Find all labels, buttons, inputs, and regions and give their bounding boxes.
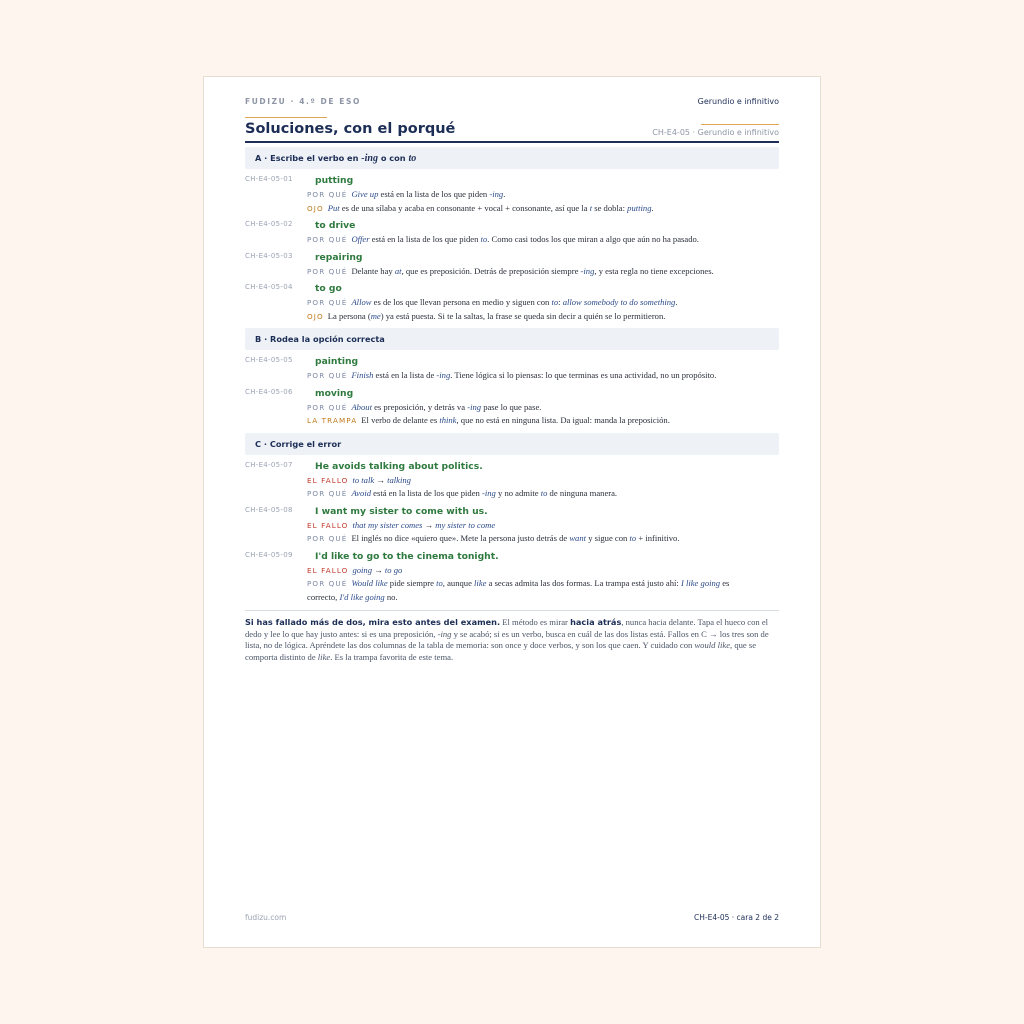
sheet-code	[652, 128, 779, 137]
item-answer: repairing	[315, 251, 363, 263]
reason-text: de ninguna manera.	[547, 488, 618, 498]
reason-text: está en la lista de	[373, 370, 437, 380]
title-row	[245, 113, 779, 143]
item-answer: painting	[315, 356, 359, 367]
section-a-mid: o con	[377, 153, 409, 163]
reason-text: pide siempre	[387, 578, 437, 588]
tip-italic: -ing	[437, 628, 452, 639]
topic-text: Gerundio e infinitivo	[697, 96, 779, 106]
reason-text: , aunque	[442, 578, 475, 588]
error-text: that my sister comes	[352, 519, 423, 530]
reason-text: y no admite	[495, 488, 541, 498]
por-que-tag: POR QUÉ	[307, 371, 348, 380]
reason-text: at	[394, 265, 402, 276]
reason-text: allow somebody to do something	[562, 297, 676, 307]
reason-text: -ing	[482, 488, 496, 498]
tip-text: y se acabó; si es un verbo, busca en cuál de las dos listas está. Fallos en C → los tres son de lista, no de lógica. Apréndete las dos columnas de la tabla de memoria: son once y doce verbos, y son los que caen. Y cuidado con	[245, 628, 769, 650]
arrow-icon: →	[422, 519, 436, 530]
ojo-tag: OJO	[307, 311, 324, 321]
fallo-tag: EL FALLO	[307, 565, 349, 575]
item-answer: He avoids talking about politics.	[315, 460, 483, 472]
section-a-ing: -ing	[361, 153, 378, 164]
section-b-header: B · Rodea la opción correcta	[245, 328, 779, 350]
footer-page-number: CH-E4-05 · cara 2 de 2	[694, 913, 779, 922]
ojo-tag: OJO	[307, 203, 324, 213]
section-a-to: to	[408, 153, 417, 164]
reason-text: to	[480, 234, 488, 244]
item-code: CH-E4-05-01	[245, 175, 293, 183]
reason-text: to	[540, 488, 548, 498]
por-que-tag: POR QUÉ	[307, 298, 348, 307]
topic-label	[698, 97, 779, 106]
note-text: La persona (	[327, 310, 371, 321]
reason-text: está en la lista de los que piden	[369, 234, 481, 244]
reason-text: .	[503, 189, 506, 199]
item-answer: to go	[315, 283, 342, 294]
solution-item-03	[245, 251, 779, 279]
solution-item-07	[245, 460, 779, 501]
reason-text: -ing	[467, 401, 482, 412]
reason-text: . Tiene lógica si lo piensas: lo que terminas es una actividad, no un propósito.	[450, 370, 717, 380]
note-line	[307, 310, 779, 324]
reason-text: , y esta regla no tiene excepciones.	[594, 265, 714, 276]
note-text: t	[589, 202, 593, 213]
note-text: .	[651, 202, 654, 213]
reason-text: Allow	[351, 297, 372, 307]
item-code: CH-E4-05-06	[245, 387, 293, 396]
reason-text: pase lo que pase.	[481, 401, 542, 412]
reason-text: El inglés no dice «quiero que». Mete la persona justo detrás de	[351, 533, 570, 543]
trap-line	[307, 414, 779, 428]
reason-text: está en la lista de los que piden	[378, 189, 490, 199]
page-title-text: Soluciones, con el porqué	[245, 121, 456, 137]
fallo-tag: EL FALLO	[307, 475, 349, 485]
reason-line	[307, 487, 779, 501]
reason-text: Delante hay	[351, 265, 395, 276]
reason-line	[307, 188, 779, 202]
error-text: my sister to come	[435, 519, 496, 530]
error-text: to go	[384, 564, 403, 575]
item-code: CH-E4-05-02	[245, 220, 293, 228]
arrow-icon: →	[374, 474, 388, 485]
item-answer: moving	[315, 387, 354, 399]
item-code: CH-E4-05-05	[245, 356, 293, 364]
study-tip	[245, 610, 779, 663]
solution-item-08	[245, 505, 779, 546]
arrow-icon: →	[372, 564, 385, 575]
item-answer: to drive	[315, 220, 356, 231]
reason-text: -ing	[436, 370, 451, 380]
reason-text: like	[474, 578, 487, 588]
fallo-tag: EL FALLO	[307, 520, 349, 530]
reason-text: -ing	[580, 265, 595, 276]
trap-text: think	[439, 415, 457, 425]
reason-text: . Como casi todos los que miran a algo que aún no ha pasado.	[487, 234, 699, 244]
reason-line	[307, 265, 779, 279]
page-title	[245, 121, 455, 137]
reason-text: , que es preposición. Detrás de preposición siempre	[401, 265, 581, 276]
reason-text: es preposición, y detrás va	[371, 401, 468, 412]
tip-text: El método es mirar	[500, 617, 571, 627]
item-code: CH-E4-05-04	[245, 283, 293, 291]
reason-text: .	[675, 297, 678, 307]
tip-text: , que se comporta distinto de	[245, 640, 757, 662]
solution-item-04	[245, 282, 779, 323]
trap-text: , que no está en ninguna lista. Da igual: manda la preposición.	[456, 415, 670, 425]
section-a-header	[245, 147, 779, 169]
tip-text: . Es la trampa favorita de este tema.	[330, 651, 454, 662]
item-code: CH-E4-05-08	[245, 505, 293, 514]
reason-line	[307, 233, 779, 247]
reason-text: + infinitivo.	[636, 533, 680, 543]
trap-text: El verbo de delante es	[361, 415, 440, 425]
reason-text: I like going	[680, 578, 721, 588]
course-kicker: FUDIZU · 4.º DE ESO	[245, 96, 361, 106]
item-answer: I want my sister to come with us.	[315, 505, 488, 517]
item-code: CH-E4-05-07	[245, 460, 293, 469]
page-header	[245, 94, 779, 108]
tip-italic: would like	[694, 640, 731, 650]
tip-text: , nunca hacia delante. Tapa el hueco con el dedo y lee lo que hay justo antes: si es una preposición,	[245, 617, 769, 639]
item-answer: I'd like to go to the cinema tonight.	[315, 550, 499, 562]
error-text: to talk	[352, 474, 375, 485]
note-text: se dobla:	[592, 202, 628, 213]
reason-line-cont	[307, 591, 779, 605]
reason-text: es	[720, 578, 730, 588]
reason-line	[307, 577, 779, 591]
error-text: going	[352, 564, 373, 575]
note-text: Put	[327, 202, 340, 213]
reason-text: I'd like going	[339, 591, 385, 602]
reason-text: to	[629, 533, 637, 543]
item-code: CH-E4-05-03	[245, 251, 293, 260]
worksheet-page	[203, 76, 821, 948]
por-que-tag: POR QUÉ	[307, 489, 348, 498]
reason-text: to	[551, 297, 559, 307]
error-text: talking	[387, 474, 411, 485]
solutions-content	[245, 147, 779, 663]
error-line	[307, 519, 779, 533]
solution-item-06	[245, 387, 779, 428]
error-line	[307, 474, 779, 488]
por-que-tag: POR QUÉ	[307, 402, 348, 412]
solution-item-05	[245, 355, 779, 383]
footer-site: fudizu.com	[245, 913, 287, 922]
reason-text: Finish	[351, 370, 374, 380]
reason-line	[307, 296, 779, 310]
reason-text: Avoid	[351, 488, 372, 498]
title-accent-line	[245, 117, 327, 118]
sheet-code-text: CH-E4-05 · Gerundio e infinitivo	[652, 128, 779, 137]
solution-item-01	[245, 174, 779, 215]
tip-lead: Si has fallado más de dos, mira esto antes del examen.	[245, 617, 501, 627]
por-que-tag: POR QUÉ	[307, 579, 348, 588]
tip-italic: like	[317, 651, 331, 662]
reason-text: es de los que llevan persona en medio y siguen con	[371, 297, 552, 307]
reason-text: Offer	[351, 234, 370, 244]
note-line	[307, 202, 779, 216]
reason-text: -ing	[489, 189, 504, 199]
reason-text: :	[558, 297, 563, 307]
reason-text: a secas admita las dos formas. La trampa está justo ahí:	[486, 578, 681, 588]
por-que-tag: POR QUÉ	[307, 235, 348, 244]
reason-text: está en la lista de los que piden	[371, 488, 482, 498]
reason-text: About	[351, 401, 372, 412]
reason-text: want	[569, 533, 587, 543]
note-text: es de una sílaba y acaba en consonante + vocal + consonante, así que la	[339, 202, 590, 213]
por-que-tag: POR QUÉ	[307, 190, 348, 199]
section-a-title: A · Escribe el verbo en	[255, 153, 362, 163]
error-line	[307, 564, 779, 578]
trampa-tag: LA TRAMPA	[307, 416, 358, 425]
item-answer: putting	[315, 175, 354, 186]
tip-emphasis: hacia atrás	[570, 617, 622, 627]
reason-text: y sigue con	[586, 533, 630, 543]
reason-line	[307, 401, 779, 415]
reason-line	[307, 532, 779, 546]
item-code: CH-E4-05-09	[245, 550, 293, 559]
section-c-header: C · Corrige el error	[245, 433, 779, 455]
reason-text: correcto,	[307, 591, 340, 602]
reason-line	[307, 369, 779, 383]
code-accent-line	[701, 124, 779, 125]
solution-item-09	[245, 550, 779, 605]
solution-item-02	[245, 219, 779, 247]
note-text: me	[370, 310, 381, 321]
note-text: putting	[627, 202, 652, 213]
reason-text: no.	[384, 591, 398, 602]
reason-text: Give up	[351, 189, 379, 199]
reason-text: Would like	[351, 578, 388, 588]
reason-text: to	[436, 578, 443, 588]
por-que-tag: POR QUÉ	[307, 534, 348, 543]
por-que-tag: POR QUÉ	[307, 266, 348, 276]
note-text: ) ya está puesta. Si te la saltas, la frase se queda sin decir a quién se lo permitieron.	[380, 310, 666, 321]
